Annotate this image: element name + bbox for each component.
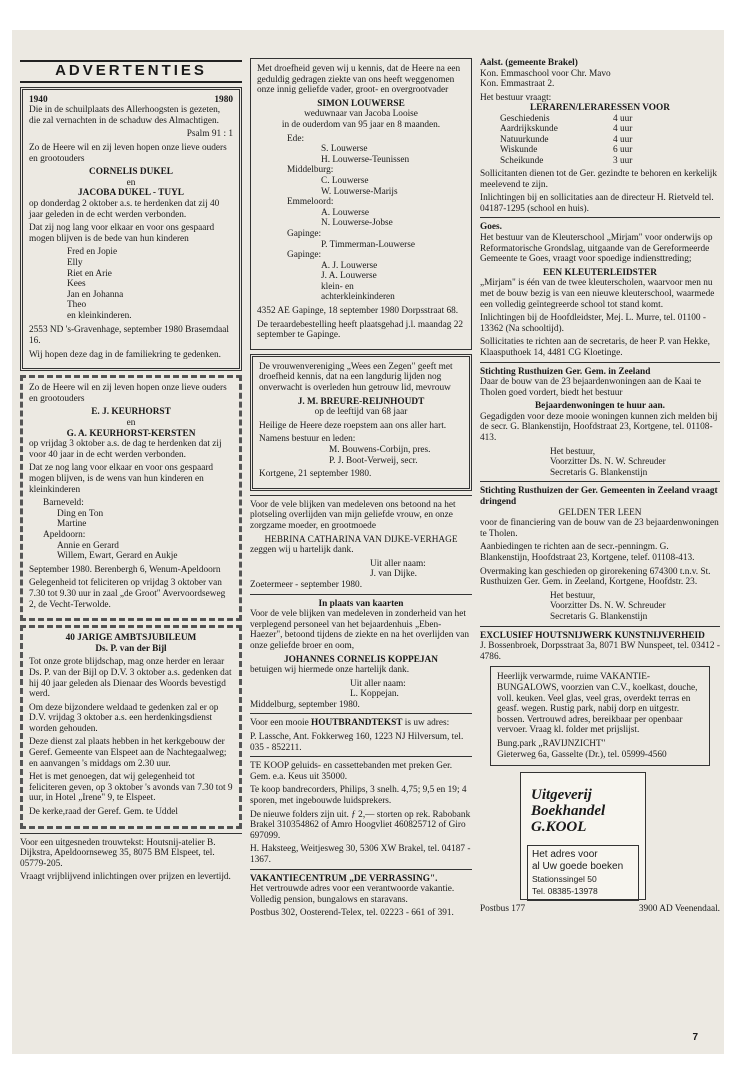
ad-signature: P. J. Boot-Verweij, secr. — [329, 455, 418, 466]
ad-date: Middelburg, september 1980. — [250, 699, 360, 710]
ad-text: Daar de bouw van de 23 bejaardenwoningen aan de Kaai te Tholen goed vordert, biedt het bestuur — [480, 377, 701, 398]
job-ad-aalst — [480, 58, 720, 214]
family-place: Middelburg: — [287, 165, 334, 176]
ad-address: J. Bossenbroek, Dorpsstraat 3a, 8071 BW Nunspeet, tel. 03412 - 4786. — [480, 641, 720, 662]
couple-name: E. J. KEURHORST — [91, 407, 171, 418]
ad-text: op vrijdag 3 oktober a.s. de dag te herdenken dat zij voor 40 jaar in de echt werden verbonden. — [29, 439, 222, 460]
bookshop-street: Stationssingel 50 — [532, 874, 597, 885]
ad-heading: EEN KLEUTERLEIDSTER — [543, 267, 657, 278]
subject-cell: Wiskunde — [500, 145, 538, 156]
ad-text: Voor de vele blijken van medeleven ons betoond na het plotseling overlijden van mijn geliefde vrouw, en onze zorgzame moeder, en grootmoede — [250, 499, 456, 531]
year-left: 1940 — [29, 94, 48, 105]
page-number: 7 — [692, 1032, 698, 1043]
ad-signature: Uit aller naam: — [350, 678, 406, 689]
ad-signature: Uit aller naam: — [370, 558, 426, 569]
ad-text: Overmaking kan geschieden op girorekening 674300 t.n.v. St. Rusthuizen Ger. Gem. in Zeeland, Kortgene, Hoofdstr. 23. — [480, 566, 711, 588]
subject-cell: Scheikunde — [500, 155, 544, 166]
ad-text: Het is met genoegen, dat wij gelegenheid tot feliciteren geven, op 3 oktober 's avonds van 7.30 tot 9 uur, in Hotel „Irene" 9, te Elspeet. — [29, 772, 233, 804]
logo-line: Boekhandel — [531, 803, 606, 820]
ad-text: Te koop bandrecorders, Philips, 3 snelh. 4,75; 9,5 en 19; 4 sporen, met ingebouwde luidsprekers. — [250, 785, 467, 807]
table-row — [492, 124, 652, 134]
ad-place: Aalst. (gemeente Brakel) — [480, 58, 578, 68]
ad-intro: Die in de schuilplaats des Allerhoogsten is gezeten, die zal vernachten in de schaduw des Almachtigen. — [29, 105, 221, 126]
hours-cell: 4 uur — [613, 113, 633, 124]
ad-heading: EXCLUSIEF HOUTSNIJWERK KUNSTNIJVERHEID — [480, 630, 705, 641]
ad-text: Bung.park „RAVIJNZICHT" — [497, 738, 606, 749]
deceased-name: HEBRINA CATHARINA VAN DIJKE-VERHAGE — [264, 534, 458, 545]
ad-text: Met droefheid geven wij u kennis, dat de Heere na een geduldig gedragen ziekte van ons heeft weggenomen onze innig geliefde vader, groot- en overgrootvader — [257, 64, 461, 96]
ad-text: Heilige de Heere deze roepstem aan ons aller hart. — [259, 420, 447, 431]
ad-address: 4352 AE Gapinge, 18 september 1980 Dorpsstraat 68. — [257, 306, 459, 317]
bookshop-phone: Tel. 08385-13978 — [532, 886, 598, 897]
ad-date: September 1980. Berenbergh 6, Wenum-Apeldoorn — [29, 564, 221, 575]
family-place: Apeldoorn: — [43, 529, 86, 540]
family-place: Emmeloord: — [287, 197, 334, 208]
ad-text: Het vertrouwde adres voor een verantwoorde vakantie. Volledig pension, bungalows en staravans. — [250, 884, 455, 905]
family-place: Ede: — [287, 133, 305, 144]
family-list — [257, 134, 465, 304]
ad-address: Gieterweg 6a, Gasselte (Dr.), tel. 05999-4560 — [497, 749, 667, 760]
postbus: Postbus 177 — [480, 904, 526, 915]
death-notice-breure — [250, 354, 472, 491]
ad-signature: Secretaris G. Blankenstijn — [550, 611, 648, 622]
table-row — [492, 114, 652, 124]
ad-address: Postbus 302, Oosterend-Telex, tel. 02223 - 661 of 391. — [250, 908, 454, 919]
thanks-notice-van-dijke — [250, 495, 472, 591]
family-member: Ding en Ton — [57, 508, 104, 519]
ad-text: betuigen wij hiermede onze hartelijk dank. — [250, 665, 410, 676]
family-member: klein- en — [321, 281, 354, 292]
ad-signature: J. van Dijke. — [370, 569, 417, 580]
ad-signature: M. Bouwens-Corbijn, pres. — [329, 445, 431, 455]
ad-text: Zo de Heere wil en zij leven hopen onze lieve ouders en grootouders — [29, 383, 227, 404]
ad-text: Voor een uitgesneden trouwtekst: Houtsnij-atelier B. Dijkstra, Apeldoornseweg 35, 8075 BM Elspeet, tel. 05779-205. — [20, 837, 216, 869]
ad-text: Zo de Heere wil en zij leven hopen onze lieve ouders en grootouders — [29, 142, 227, 164]
ad-text: TE KOOP geluids- en cassettebanden met preken Ger. Gem. e.a. Keus uit 35000. — [250, 761, 453, 782]
ad-text-lead: Voor een mooie — [250, 718, 312, 729]
ad-heading: In plaats van kaarten — [318, 598, 404, 609]
newspaper-page — [12, 30, 724, 1054]
ad-signature: Voorzitter Ds. N. W. Schreuder — [550, 457, 666, 468]
death-notice-louwerse — [250, 58, 472, 350]
ad-date: Zoetermeer - september 1980. — [250, 579, 363, 590]
ad-text: Dat ze nog lang voor elkaar en voor ons gespaard mogen blijven, is de wens van hun kinderen en kleinkinderen — [29, 463, 214, 495]
woodcarving-ad — [20, 833, 242, 883]
couple-name: G. A. KEURHORST-KERSTEN — [66, 428, 196, 439]
ad-text: Heerlijk verwarmde, ruime VAKANTIE-BUNGALOWS, voorzien van C.V., koelkast, douche, voll. keuken. Veel glas, veel gras, overdekt terras en geasf. wegen. Rustig park, nabij dorp en uitgestr. bossen. Vertrouwd adres, bereikbaar per openbaar vervoer. Vraag kl. folder met prijslijst. — [497, 672, 698, 736]
city: 3900 AD Veenendaal. — [638, 904, 720, 915]
bookshop-address-box — [527, 845, 639, 901]
ad-text: Aanbiedingen te richten aan de secr.-penningm. G. Blankenstijn, Hoofdstraat 23, Kortgene, telef. 01108-413. — [480, 542, 695, 563]
family-member: Theo — [67, 300, 87, 311]
ad-text: „Mirjam" is één van de twee kleuterscholen, waarvoor men nu met de bouw bezig is van een nieuwe kleuterschool, waarmede een volledig geïntegreerde school tot stand komt. — [480, 278, 715, 310]
ad-heading: 40 JARIGE AMBTSJUBILEUM — [65, 633, 197, 644]
family-member: Fred en Jopie — [67, 247, 118, 258]
couple-name: CORNELIS DUKEL — [89, 167, 173, 178]
ad-text: Sollicitanten dienen tot de Ger. gezindte te behoren en kerkelijk meelevend te zijn. — [480, 169, 717, 190]
family-member: S. Louwerse — [321, 144, 368, 155]
ad-text: in de ouderdom van 95 jaar en 8 maanden. — [281, 119, 441, 130]
subjects-table — [492, 114, 652, 166]
ad-place: Goes. — [480, 222, 502, 233]
tapes-ad — [250, 756, 472, 865]
column-2 — [250, 58, 472, 922]
ad-text: De teraardebestelling heeft plaatsgehad j.l. maandag 22 september te Gapinge. — [257, 319, 463, 341]
deceased-name: J. M. BREURE-REIJNHOUDT — [297, 396, 425, 407]
ad-text: Het bestuur van de Kleuterschool „Mirjam" voor onderwijs op Reformatorische Grondslag, uitgaande van de Gereformeerde Gemeente te Goes, vraagt voor spoedige indiensttreding; — [480, 232, 713, 265]
logo-text — [531, 787, 605, 835]
family-member: en kleinkinderen. — [67, 310, 132, 321]
ad-text: Inlichtingen bij de Hoofdleidster, Mej. L. Murre, tel. 01100 - 13362 (Na schooltijd). — [480, 313, 706, 334]
ad-text: Wij hopen deze dag in de familiekring te gedenken. — [29, 349, 221, 360]
ad-address: 2553 ND 's-Gravenhage, september 1980 Brasemdaal 16. — [29, 325, 229, 347]
family-member: H. Louwerse-Teunissen — [321, 154, 410, 165]
family-place: Barneveld: — [43, 498, 84, 509]
ad-text: op donderdag 2 oktober a.s. te herdenken dat zij 40 jaar geleden in de echt werden verbonden. — [29, 198, 220, 220]
anniversary-ad-dukel — [20, 87, 242, 372]
ad-signature: De kerke,raad der Geref. Gem. te Uddel — [29, 807, 178, 818]
ad-signature: L. Koppejan. — [350, 689, 399, 700]
table-row — [492, 145, 652, 155]
deceased-name: SIMON LOUWERSE — [317, 98, 405, 109]
family-member: Riet en Arie — [67, 268, 112, 279]
ad-text: weduwnaar van Jacoba Looise — [304, 109, 418, 120]
hours-cell: 4 uur — [613, 134, 633, 145]
family-list — [29, 247, 233, 321]
ad-subheading: Bejaardenwoningen te huur aan. — [534, 401, 665, 412]
ad-date: Kortgene, 21 september 1980. — [259, 469, 372, 480]
table-row — [492, 135, 652, 145]
deceased-name: JOHANNES CORNELIS KOPPEJAN — [284, 654, 438, 665]
ad-text: Dat zij nog lang voor elkaar en voor ons gespaard mogen blijven is de bede van hun kinderen — [29, 223, 215, 244]
ad-heading: Stichting Rusthuizen Ger. Gem. in Zeeland — [480, 366, 651, 377]
subject-cell: Aardrijkskunde — [500, 124, 558, 135]
ad-heading: Stichting Rusthuizen der Ger. Gemeenten in Zeeland vraagt dringend — [480, 486, 718, 508]
subject-cell: Natuurkunde — [500, 134, 549, 145]
job-ad-goes — [480, 217, 720, 358]
conjunction: en — [126, 418, 136, 429]
ad-text: De vrouwenvereniging „Wees een Zegen" geeft met droefheid kennis, dat na een langdurig lijden nog onverwacht is overleden hun getrouw lid, mevrouw — [259, 361, 453, 394]
ad-text: Namens bestuur en leden: — [259, 434, 356, 445]
family-member: J. A. Louwerse — [321, 271, 377, 282]
ad-text: Vraagt vrijblijvend inlichtingen over prijzen en levertijd. — [20, 872, 231, 883]
psalm-ref: Psalm 91 : 1 — [186, 129, 233, 140]
bungalow-ad — [490, 666, 710, 766]
logo-line: G.KOOL — [531, 819, 587, 836]
ad-signature: Het bestuur, — [550, 446, 596, 457]
couple-name: JACOBA DUKEL - TUYL — [78, 188, 184, 199]
family-member: Elly — [67, 257, 83, 268]
ad-subheading: Ds. P. van der Bijl — [95, 643, 167, 654]
family-member: P. Timmerman-Louwerse — [321, 239, 415, 250]
family-member: Annie en Gerard — [57, 540, 119, 551]
family-member: W. Louwerse-Marijs — [321, 186, 398, 197]
ad-signature: Voorzitter Ds. N. W. Schreuder — [550, 601, 666, 612]
slogan-line: Het adres voor — [532, 849, 598, 861]
family-member: C. Louwerse — [321, 175, 369, 186]
ad-text: voor de financiering van de bouw van de 23 bejaardenwoningen te Tholen. — [480, 518, 719, 539]
ad-text: Sollicitaties te richten aan de secretaris, de heer P. van Hekke, Klaasputhoek 14, 4481 CG Kloetinge. — [480, 337, 711, 358]
family-member: achterkleinkinderen — [321, 292, 395, 303]
bookshop-footer — [480, 904, 720, 915]
hours-cell: 6 uur — [613, 145, 633, 156]
bookshop-ad — [480, 772, 720, 915]
ad-address: H. Haksteeg, Weitjesweg 30, 5306 XW Brakel, tel. 04187 - 1367. — [250, 844, 471, 865]
family-member: A. J. Louwerse — [321, 260, 378, 271]
ad-keyword: HOUTBRANDTEKST — [311, 718, 403, 729]
hours-cell: 4 uur — [613, 124, 633, 135]
woodcraft-ad — [480, 626, 720, 663]
ad-text: Voor de vele blijken van medeleven in zonderheid van het verplegend personeel van het bejaardenhuis „Eben-Haezer", betoond tijdens de ziekte en na het overlijden van onze geliefde broer en oom, — [250, 609, 470, 651]
ad-text: Om deze bijzondere weldaad te gedenken zal er op D.V. vrijdag 3 oktober a.s. een herdenkingsdienst worden gehouden. — [29, 702, 219, 734]
ad-text — [250, 718, 472, 729]
year-right: 1980 — [214, 94, 233, 105]
ad-text: Inlichtingen bij en sollicitaties aan de directeur H. Rietveld tel. 04187-1295 (school en huis). — [480, 193, 714, 214]
ad-text: Het bestuur vraagt: — [480, 92, 552, 103]
ad-subheading: GELDEN TER LEEN — [558, 507, 642, 518]
ad-text: De nieuwe folders zijn uit. ƒ 2,— storten op rek. Rabobank Brakel 310354862 of Amro Hoogvliet 460825712 of Giro 697099. — [250, 809, 471, 841]
hours-cell: 3 uur — [613, 155, 633, 166]
table-row — [492, 156, 652, 166]
woodburning-ad — [250, 713, 472, 753]
column-3 — [480, 58, 720, 915]
family-member: Martine — [57, 519, 87, 530]
thanks-notice-koppejan — [250, 594, 472, 711]
ad-text: op de leeftijd van 68 jaar — [314, 407, 408, 418]
ad-text: Tot onze grote blijdschap, mag onze herder en leraar Ds. P. van der Bijl op D.V. 3 oktober a.s. gedenken dat hij 40 jaar geleden als Dienaar des Woords bevestigd werd. — [29, 657, 232, 700]
family-member: Kees — [67, 279, 86, 290]
ad-text: Kon. Emmaschool voor Chr. Mavo — [480, 68, 611, 79]
ad-reception: Gelegenheid tot feliciteren op vrijdag 3 oktober van 7.30 tot 9.30 uur in zaal „de Groot" Avervoordseweg 2, de Vecht-Terwolde. — [29, 578, 226, 610]
family-place: Gapinge: — [287, 250, 322, 261]
ad-heading: VAKANTIECENTRUM „DE VERRASSING". — [250, 873, 438, 884]
family-place: Gapinge: — [287, 228, 322, 239]
ad-signature: Het bestuur, — [550, 590, 596, 601]
housing-ad-loans — [480, 481, 720, 622]
ad-text: Gegadigden voor deze mooie woningen kunnen zich melden bij de secr. G. Blankenstijn, Hoofdstraat 23, Kortgene, tel. 01108-413. — [480, 411, 718, 444]
section-title: ADVERTENTIES — [20, 60, 242, 83]
subject-cell: Geschiedenis — [500, 113, 550, 124]
logo-line: Uitgeverij — [531, 787, 592, 804]
ad-heading: LERAREN/LERARESSEN VOOR — [530, 103, 670, 114]
family-member: N. Louwerse-Jobse — [321, 218, 393, 229]
slogan-line: al Uw goede boeken — [532, 861, 624, 873]
jubilee-ad — [20, 625, 242, 829]
ad-address: Kon. Emmastraat 2. — [480, 79, 555, 90]
ad-signature: Secretaris G. Blankenstijn — [550, 467, 648, 478]
holiday-center-ad — [250, 869, 472, 919]
conjunction: en — [126, 177, 136, 188]
bookshop-logo — [520, 772, 646, 900]
housing-ad-rent — [480, 362, 720, 479]
ad-text-rest: is uw adres: — [402, 718, 450, 729]
ad-text: Deze dienst zal plaats hebben in het kerkgebouw der Geref. Gemeente van Elspeet aan de Nachtegaalweg; en aanvangen 's middags om 2.30 uur. — [29, 737, 227, 769]
family-member: Jan en Johanna — [67, 289, 124, 300]
column-1 — [20, 60, 242, 886]
anniversary-ad-keurhorst — [20, 375, 242, 621]
family-member: Willem, Ewart, Gerard en Aukje — [57, 551, 178, 562]
ad-address: P. Lassche, Ant. Fokkerweg 160, 1223 NJ Hilversum, tel. 035 - 852211. — [250, 732, 464, 753]
ad-text: zeggen wij u hartelijk dank. — [250, 545, 354, 556]
family-member: A. Louwerse — [321, 207, 370, 218]
